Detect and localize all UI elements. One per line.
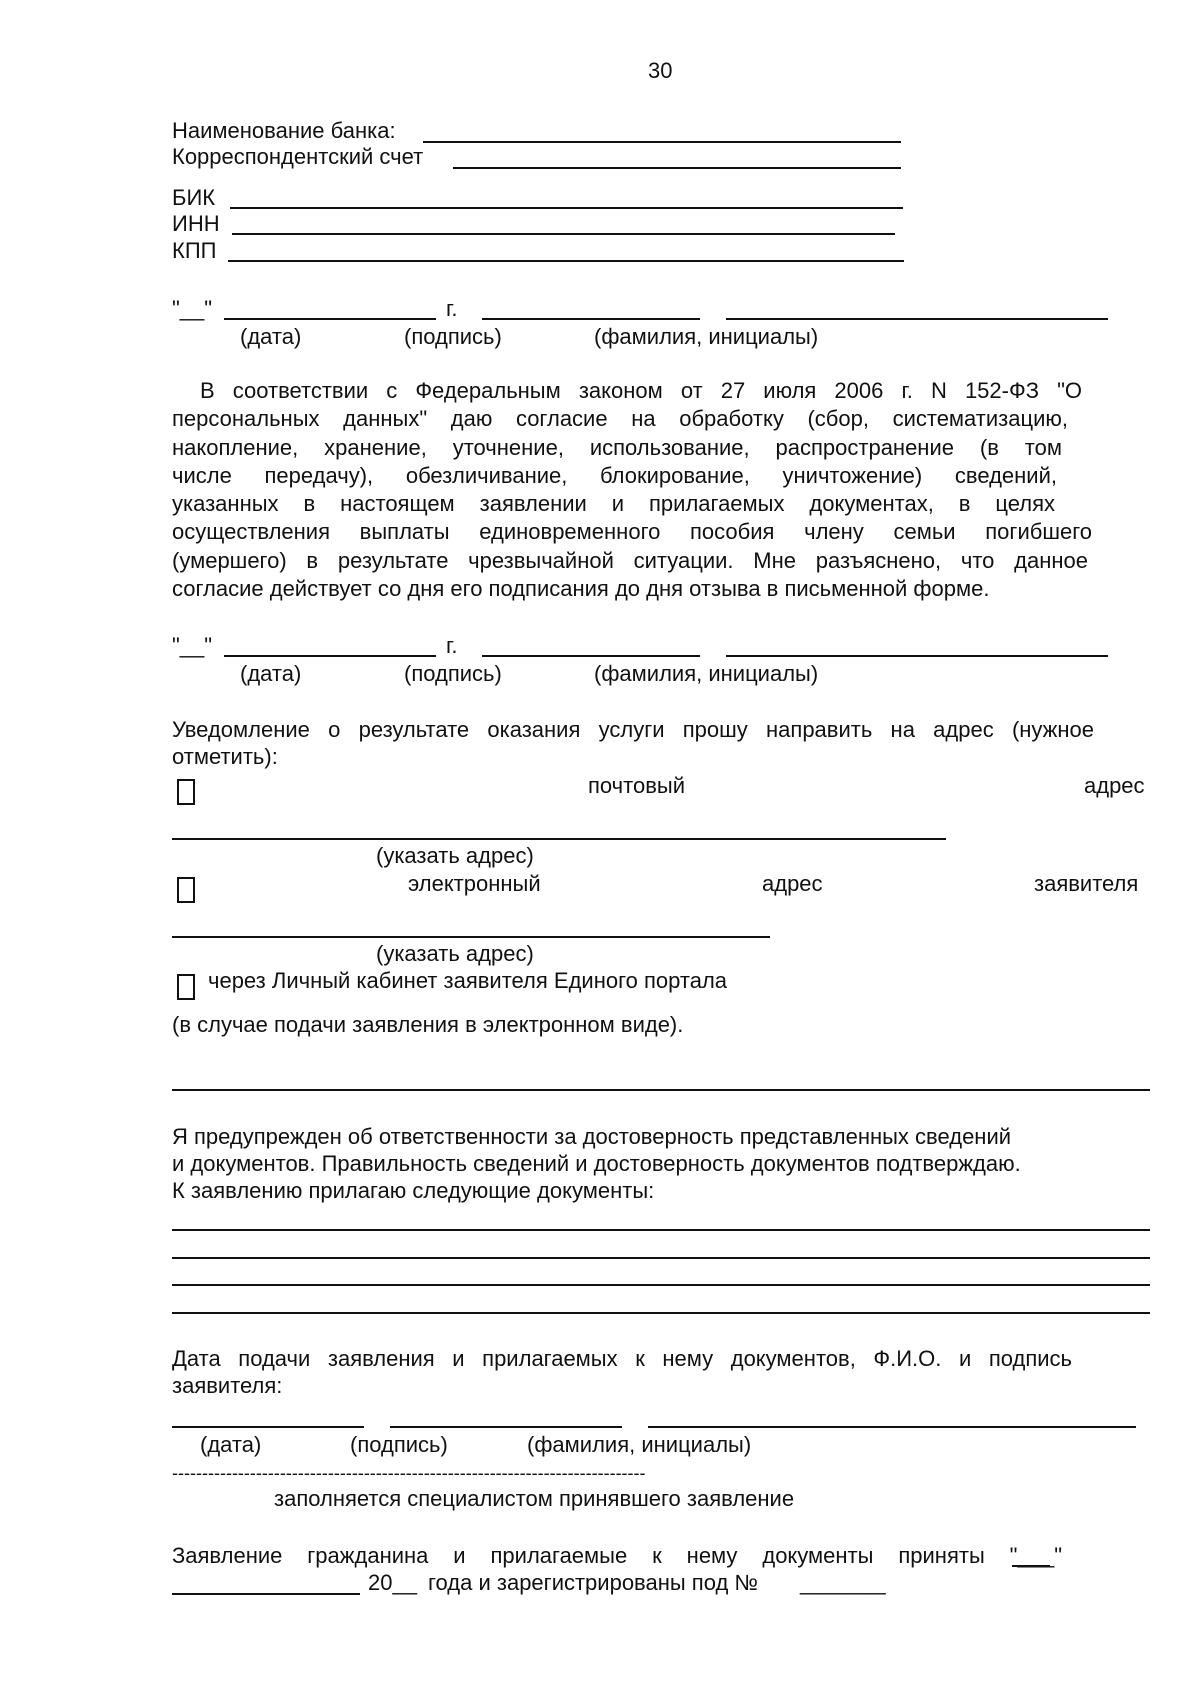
postal-address-caption: (указать адрес) bbox=[376, 843, 534, 868]
kpp-label: КПП bbox=[172, 238, 217, 263]
consent-line: персональных данных" даю согласие на обработку (сбор, систематизацию, bbox=[172, 406, 1068, 432]
submission-line-1: Дата подачи заявления и прилагаемых к нему документов, Ф.И.О. и подпись bbox=[172, 1346, 1072, 1371]
postal-address-checkbox[interactable] bbox=[177, 779, 195, 805]
warning-line-1: Я предупрежден об ответственности за достоверность представленных сведений bbox=[172, 1124, 1012, 1149]
correspondent-account-label: Корреспондентский счет bbox=[172, 144, 424, 169]
separator-dashes: ------------------------------------------------------------------------------- bbox=[172, 1464, 646, 1482]
specialist-note: заполняется специалистом принявшего заявление bbox=[274, 1486, 795, 1511]
attached-documents-line[interactable] bbox=[172, 1312, 1150, 1314]
sig2-name-caption: (фамилия, инициалы) bbox=[594, 661, 819, 686]
sig1-signature-line[interactable] bbox=[482, 318, 700, 320]
sig1-signature-caption: (подпись) bbox=[404, 324, 502, 349]
submission-signature-caption: (подпись) bbox=[350, 1432, 448, 1457]
notify-intro-line2: отметить): bbox=[172, 744, 278, 769]
sig1-year-suffix: г. bbox=[446, 296, 458, 321]
portal-label: через Личный кабинет заявителя Единого портала bbox=[208, 968, 728, 993]
bank-name-field-line[interactable] bbox=[423, 141, 901, 143]
acceptance-line-1: Заявление гражданина и прилагаемые к нему документы приняты "___" bbox=[172, 1543, 1062, 1568]
email-word-3: заявителя bbox=[1034, 871, 1139, 896]
consent-line: В соответствии с Федеральным законом от 27 июля 2006 г. N 152-ФЗ "О bbox=[200, 378, 1082, 403]
bik-field-line[interactable] bbox=[230, 207, 903, 209]
submission-name-caption: (фамилия, инициалы) bbox=[527, 1432, 752, 1457]
email-word-2: адрес bbox=[762, 871, 823, 896]
consent-line: накопление, хранение, уточнение, использование, распространение (в том bbox=[172, 434, 1062, 460]
email-word-1: электронный bbox=[408, 871, 541, 896]
postal-word-2: адрес bbox=[1084, 773, 1145, 798]
consent-paragraph bbox=[172, 377, 1092, 603]
consent-line: (умершего) в результате чрезвычайной ситуации. Мне разъяснено, что данное bbox=[172, 547, 1088, 573]
kpp-field-line[interactable] bbox=[228, 260, 904, 262]
email-address-caption: (указать адрес) bbox=[376, 941, 534, 966]
sig2-signature-caption: (подпись) bbox=[404, 661, 502, 686]
acceptance-year-suffix: года и зарегистрированы под № bbox=[428, 1570, 759, 1595]
registration-number-field[interactable]: _______ bbox=[800, 1570, 886, 1595]
inn-label: ИНН bbox=[172, 211, 220, 236]
submission-date-caption: (дата) bbox=[200, 1432, 262, 1457]
correspondent-account-field-line[interactable] bbox=[453, 167, 901, 169]
portal-note: (в случае подачи заявления в электронном виде). bbox=[172, 1012, 684, 1037]
sig2-date-caption: (дата) bbox=[240, 661, 302, 686]
sig1-name-line[interactable] bbox=[726, 318, 1108, 320]
submission-signature-line[interactable] bbox=[390, 1426, 622, 1428]
sig2-day-quote: "__" bbox=[172, 633, 213, 658]
attached-documents-line[interactable] bbox=[172, 1284, 1150, 1286]
consent-line: числе передачу), обезличивание, блокирование, уничтожение) сведений, bbox=[172, 462, 1057, 488]
submission-line-2: заявителя: bbox=[172, 1373, 283, 1398]
sig1-date-caption: (дата) bbox=[240, 324, 302, 349]
postal-address-field-line[interactable] bbox=[172, 838, 946, 840]
bank-name-label: Наименование банка: bbox=[172, 118, 396, 143]
warning-line-2: и документов. Правильность сведений и достоверность документов подтверждаю. bbox=[172, 1151, 1021, 1176]
submission-date-line[interactable] bbox=[172, 1426, 364, 1428]
consent-line: согласие действует со дня его подписания до дня отзыва в письменной форме. bbox=[172, 576, 990, 602]
page-number: 30 bbox=[648, 58, 673, 83]
sig1-day-quote: "__" bbox=[172, 296, 213, 321]
acceptance-date-line[interactable] bbox=[172, 1593, 360, 1595]
sig2-name-line[interactable] bbox=[726, 655, 1108, 657]
acceptance-year-prefix: 20__ bbox=[368, 1570, 417, 1595]
submission-name-line[interactable] bbox=[648, 1426, 1136, 1428]
free-text-line[interactable] bbox=[172, 1089, 1150, 1091]
warning-line-3: К заявлению прилагаю следующие документы: bbox=[172, 1178, 655, 1203]
email-address-field-line[interactable] bbox=[172, 936, 770, 938]
portal-checkbox[interactable] bbox=[177, 974, 195, 1000]
sig2-date-line[interactable] bbox=[224, 655, 436, 657]
consent-line: указанных в настоящем заявлении и прилагаемых документах, в целях bbox=[172, 491, 1055, 517]
sig2-year-suffix: г. bbox=[446, 633, 458, 658]
email-address-checkbox[interactable] bbox=[177, 877, 195, 903]
attached-documents-line[interactable] bbox=[172, 1257, 1150, 1259]
bik-label: БИК bbox=[172, 185, 216, 210]
sig1-date-line[interactable] bbox=[224, 318, 436, 320]
notify-intro-line: Уведомление о результате оказания услуги прошу направить на адрес (нужное bbox=[172, 717, 1094, 742]
consent-line: осуществления выплаты единовременного пособия члену семьи погибшего bbox=[172, 519, 1092, 545]
postal-word-1: почтовый bbox=[588, 773, 685, 798]
sig2-signature-line[interactable] bbox=[482, 655, 700, 657]
inn-field-line[interactable] bbox=[232, 233, 895, 235]
acceptance-day-line[interactable] bbox=[1012, 1565, 1050, 1567]
attached-documents-line[interactable] bbox=[172, 1229, 1150, 1231]
sig1-name-caption: (фамилия, инициалы) bbox=[594, 324, 819, 349]
